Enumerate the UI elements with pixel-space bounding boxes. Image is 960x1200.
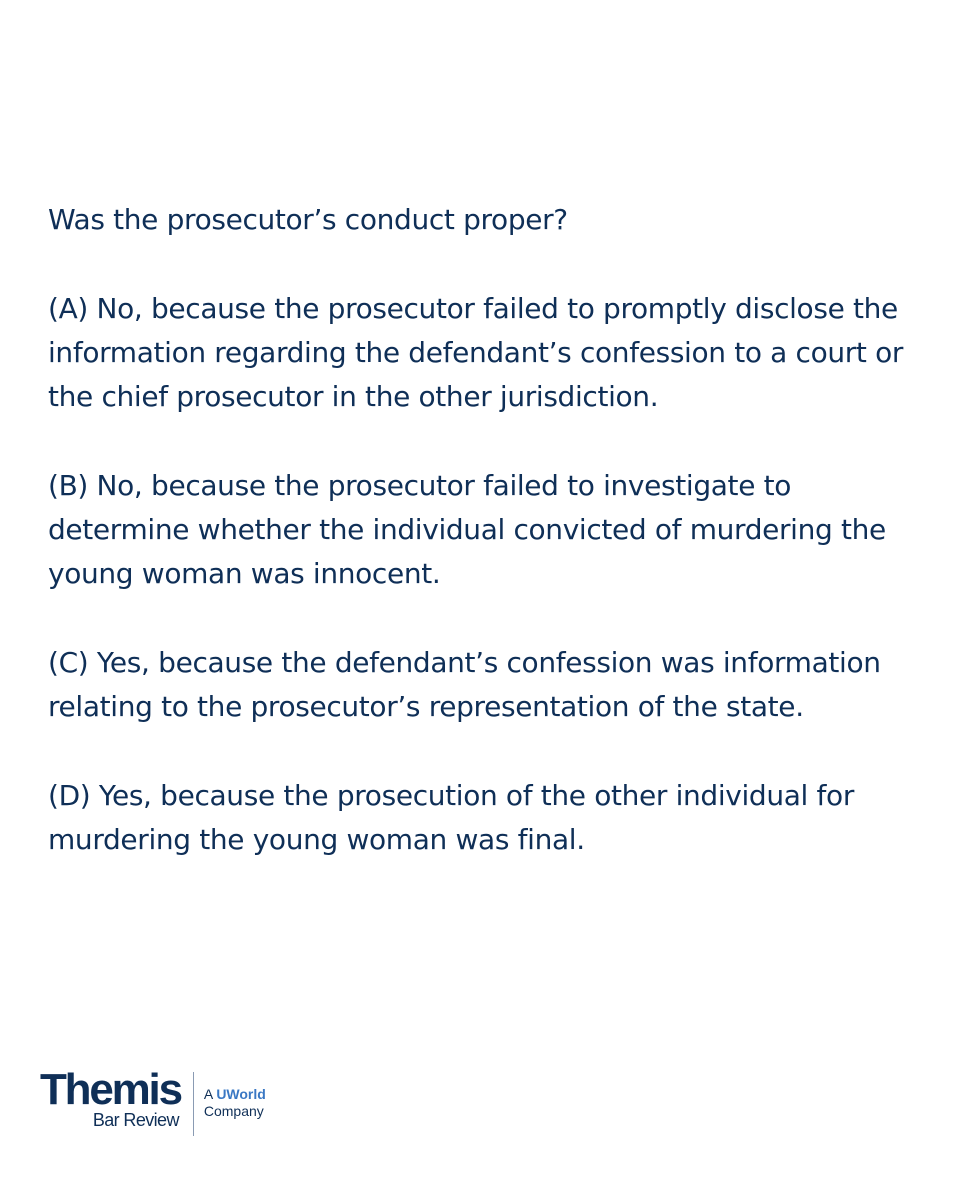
logo-subtitle: Bar Review [92, 1110, 179, 1130]
choice-c[interactable]: (C) Yes, because the defendant’s confession was information relating to the prosecutor’s representation of the state. [48, 646, 881, 723]
logo-company-brand: UWorld [216, 1086, 266, 1102]
logo-company-tagline [204, 1086, 266, 1120]
logo-company-suffix: Company [203, 1103, 264, 1119]
logo-divider [193, 1072, 194, 1136]
logo-company-prefix: A [203, 1086, 213, 1102]
themis-logo [40, 1065, 266, 1140]
logo-brand: Themis [40, 1065, 181, 1114]
choice-b[interactable]: (B) No, because the prosecutor failed to investigate to determine whether the individual convicted of murdering the young woman was innocent. [48, 469, 886, 590]
question-card [48, 198, 918, 862]
logo-company-line1 [204, 1086, 266, 1103]
choice-d[interactable]: (D) Yes, because the prosecution of the other individual for murdering the young woman was final. [48, 779, 854, 856]
question-text: Was the prosecutor’s conduct proper? [48, 203, 568, 236]
choice-a[interactable]: (A) No, because the prosecutor failed to promptly disclose the information regarding the defendant’s confession to a court or the chief prosecutor in the other jurisdiction. [48, 292, 904, 413]
answer-choices [48, 287, 918, 862]
logo-wordmark [40, 1065, 181, 1130]
